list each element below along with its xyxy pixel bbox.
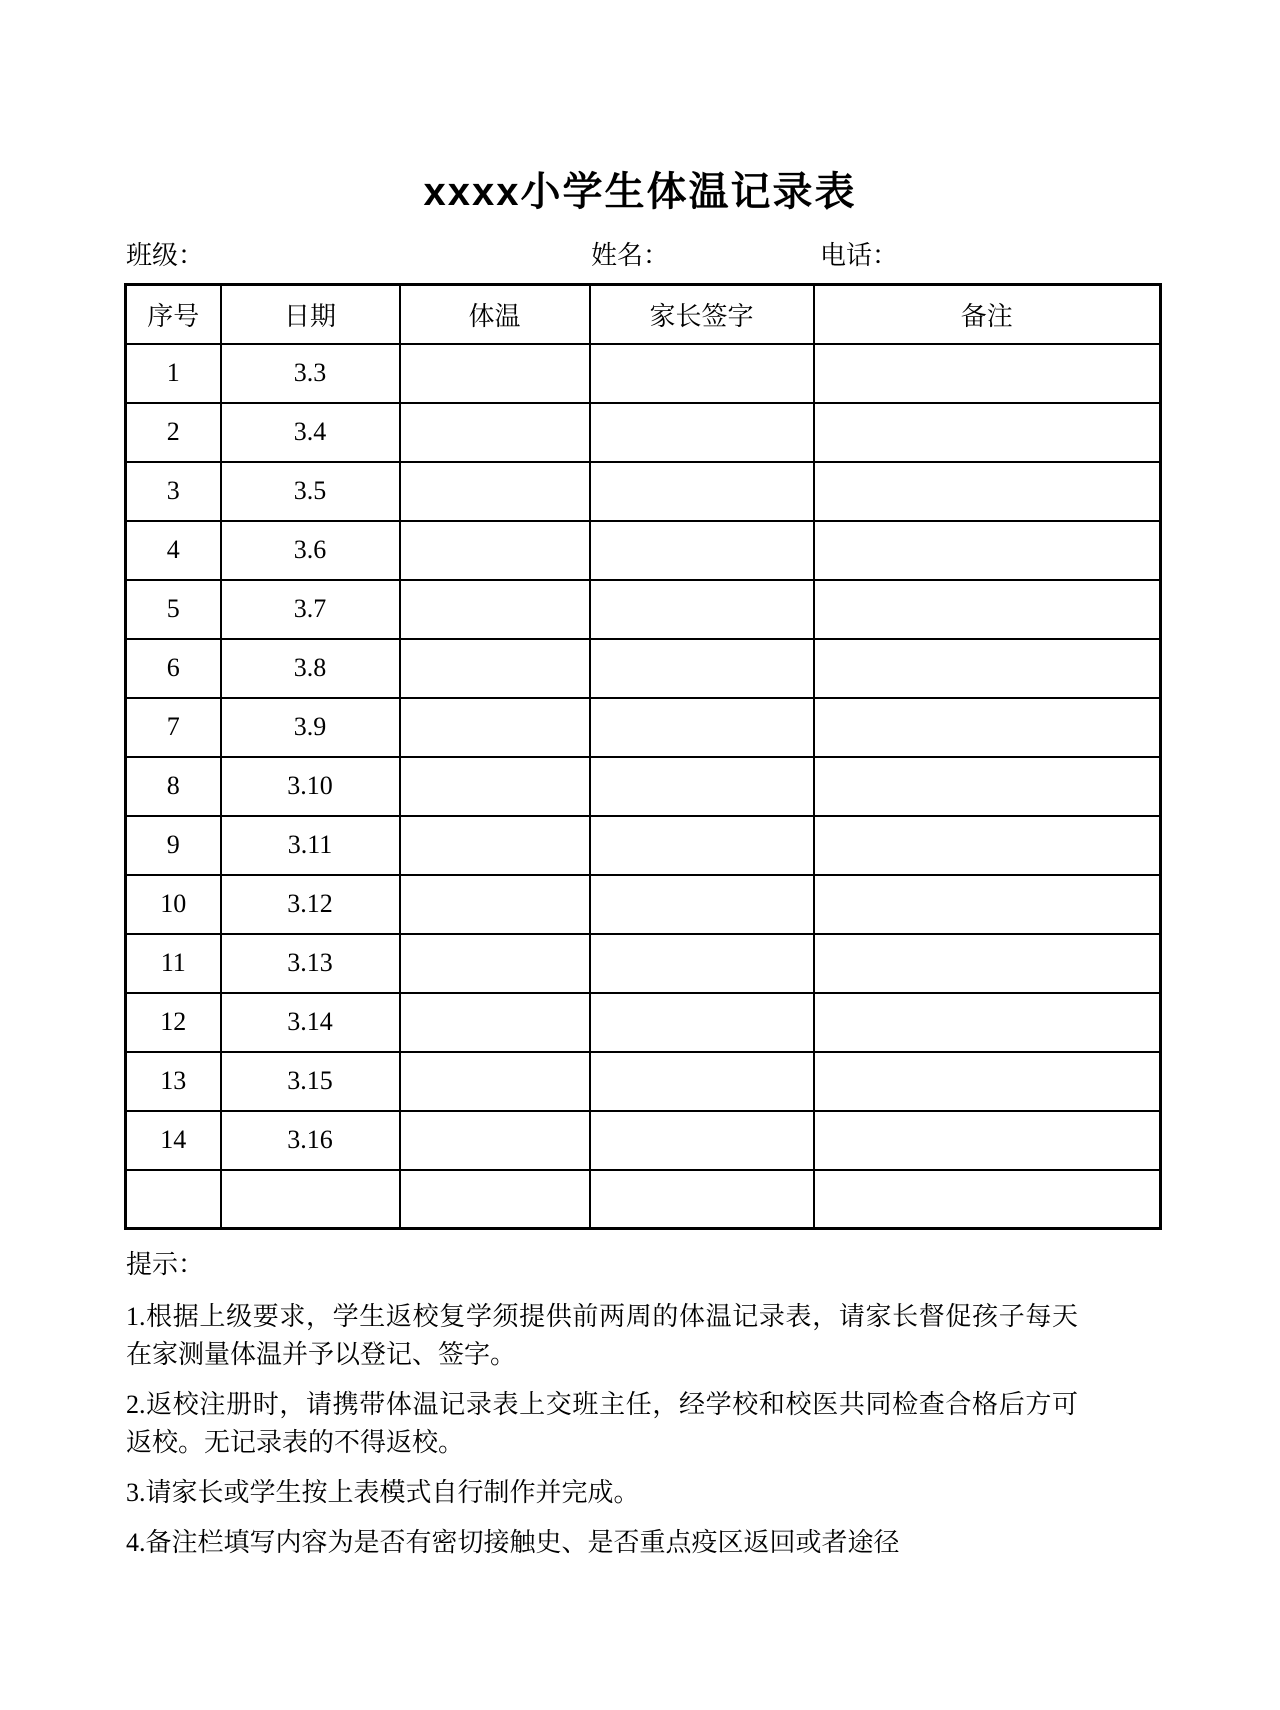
- cell-no: 10: [126, 875, 221, 934]
- cell-parent-signature: [590, 875, 814, 934]
- cell-date: 3.4: [221, 403, 400, 462]
- cell-remark: [814, 462, 1161, 521]
- cell-parent-signature: [590, 344, 814, 403]
- temperature-record-table: [124, 283, 1162, 1230]
- table-row: [126, 639, 1161, 698]
- phone-label: 电话：: [820, 241, 899, 270]
- cell-remark: [814, 403, 1161, 462]
- cell-date: 3.5: [221, 462, 400, 521]
- cell-no: 8: [126, 757, 221, 816]
- cell-remark: [814, 875, 1161, 934]
- cell-date: 3.14: [221, 993, 400, 1052]
- cell-remark: [814, 1052, 1161, 1111]
- cell-parent-signature: [590, 1111, 814, 1170]
- col-header-parent-signature: 家长签字: [590, 285, 814, 344]
- cell-no: 13: [126, 1052, 221, 1111]
- table-header-row: [126, 285, 1161, 344]
- cell-remark: [814, 934, 1161, 993]
- col-header-remark: 备注: [814, 285, 1161, 344]
- table-row: [126, 403, 1161, 462]
- cell-date: 3.6: [221, 521, 400, 580]
- col-header-temperature: 体温: [400, 285, 590, 344]
- cell-date: 3.13: [221, 934, 400, 993]
- cell-date: 3.3: [221, 344, 400, 403]
- cell-temperature: [400, 462, 590, 521]
- table-body: [126, 344, 1161, 1229]
- cell-remark: [814, 521, 1161, 580]
- cell-no: 7: [126, 698, 221, 757]
- cell-no: 3: [126, 462, 221, 521]
- cell-no: 9: [126, 816, 221, 875]
- cell-temperature: [400, 816, 590, 875]
- cell-no: 1: [126, 344, 221, 403]
- cell-temperature: [400, 993, 590, 1052]
- cell-temperature: [400, 934, 590, 993]
- cell-no: 11: [126, 934, 221, 993]
- cell-remark: [814, 816, 1161, 875]
- cell-parent-signature: [590, 816, 814, 875]
- cell-remark: [814, 698, 1161, 757]
- notes-section: [126, 1246, 1078, 1574]
- cell-no: 6: [126, 639, 221, 698]
- cell-remark: [814, 757, 1161, 816]
- notes-list: [126, 1298, 1078, 1562]
- cell-parent-signature: [590, 698, 814, 757]
- page-title: xxxx小学生体温记录表: [423, 170, 857, 214]
- cell-temperature: [400, 403, 590, 462]
- cell-date: 3.12: [221, 875, 400, 934]
- cell-parent-signature: [590, 639, 814, 698]
- cell-temperature: [400, 1111, 590, 1170]
- note-item: 1.根据上级要求，学生返校复学须提供前两周的体温记录表，请家长督促孩子每天在家测量体温并予以登记、签字。: [126, 1302, 1078, 1369]
- cell-parent-signature: [590, 521, 814, 580]
- table-row: [126, 698, 1161, 757]
- cell-no: 5: [126, 580, 221, 639]
- cell-parent-signature: [590, 462, 814, 521]
- cell-parent-signature: [590, 1052, 814, 1111]
- cell-temperature: [400, 580, 590, 639]
- cell-no: 2: [126, 403, 221, 462]
- table-row: [126, 1170, 1161, 1229]
- cell-remark: [814, 1111, 1161, 1170]
- cell-remark: [814, 1170, 1161, 1229]
- cell-temperature: [400, 521, 590, 580]
- table-row: [126, 580, 1161, 639]
- col-header-no: 序号: [126, 285, 221, 344]
- cell-parent-signature: [590, 757, 814, 816]
- cell-temperature: [400, 639, 590, 698]
- cell-no: 4: [126, 521, 221, 580]
- cell-remark: [814, 639, 1161, 698]
- table-row: [126, 1052, 1161, 1111]
- cell-date: 3.9: [221, 698, 400, 757]
- cell-remark: [814, 344, 1161, 403]
- class-label: 班级：: [126, 241, 205, 270]
- cell-parent-signature: [590, 403, 814, 462]
- cell-temperature: [400, 344, 590, 403]
- cell-parent-signature: [590, 934, 814, 993]
- table-row: [126, 875, 1161, 934]
- table-row: [126, 934, 1161, 993]
- cell-temperature: [400, 698, 590, 757]
- cell-remark: [814, 993, 1161, 1052]
- table-row: [126, 816, 1161, 875]
- note-item: 4.备注栏填写内容为是否有密切接触史、是否重点疫区返回或者途径: [126, 1528, 900, 1557]
- cell-date: 3.15: [221, 1052, 400, 1111]
- cell-parent-signature: [590, 1170, 814, 1229]
- table-row: [126, 521, 1161, 580]
- notes-heading: 提示：: [126, 1250, 205, 1279]
- note-item: 2.返校注册时，请携带体温记录表上交班主任，经学校和校医共同检查合格后方可返校。无记录表的不得返校。: [126, 1390, 1078, 1457]
- table-row: [126, 993, 1161, 1052]
- table-header: [126, 285, 1161, 344]
- table-row: [126, 462, 1161, 521]
- cell-no: 14: [126, 1111, 221, 1170]
- table-row: [126, 1111, 1161, 1170]
- cell-date: 3.7: [221, 580, 400, 639]
- col-header-date: 日期: [221, 285, 400, 344]
- cell-parent-signature: [590, 993, 814, 1052]
- cell-temperature: [400, 875, 590, 934]
- cell-date: 3.8: [221, 639, 400, 698]
- cell-date: 3.16: [221, 1111, 400, 1170]
- cell-date: 3.11: [221, 816, 400, 875]
- note-item: 3.请家长或学生按上表模式自行制作并完成。: [126, 1478, 640, 1507]
- cell-temperature: [400, 1052, 590, 1111]
- cell-parent-signature: [590, 580, 814, 639]
- table-row: [126, 757, 1161, 816]
- cell-no: [126, 1170, 221, 1229]
- cell-date: [221, 1170, 400, 1229]
- cell-temperature: [400, 757, 590, 816]
- cell-temperature: [400, 1170, 590, 1229]
- cell-date: 3.10: [221, 757, 400, 816]
- name-label: 姓名：: [591, 241, 670, 270]
- table-row: [126, 344, 1161, 403]
- cell-remark: [814, 580, 1161, 639]
- cell-no: 12: [126, 993, 221, 1052]
